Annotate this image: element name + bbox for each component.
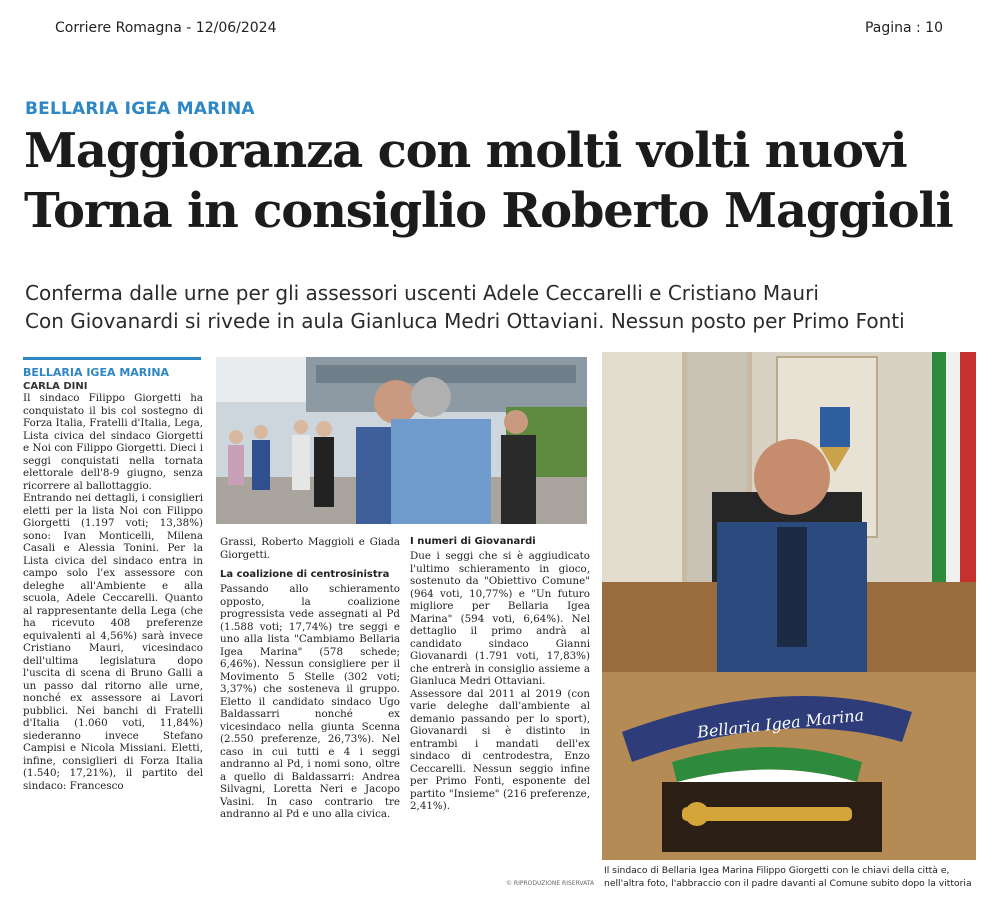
subheading: La coalizione di centrosinistra [220, 569, 390, 580]
caption-line-1: Il sindaco di Bellaria Igea Marina Filippo Giorgetti con le chiavi della città e, [604, 865, 950, 876]
sash-text: Bellaria Igea Marina [696, 705, 865, 742]
article-column-3 [410, 536, 590, 813]
reproduction-notice: © RIPRODUZIONE RISERVATA [506, 880, 595, 887]
headline [24, 121, 984, 241]
kicker: BELLARIA IGEA MARINA [23, 366, 170, 379]
paragraph: Grassi, Roberto Maggioli e Giada Giorgetti. [220, 536, 400, 561]
page-header [0, 0, 1000, 58]
mayor-photo-image [602, 352, 976, 860]
photo-caption [604, 864, 976, 890]
article-column-2 [220, 536, 400, 821]
byline: CARLA DINI [23, 381, 88, 392]
caption-line-2: nell'altra foto, l'abbraccio con il padre davanti al Comune subito dopo la vittoria [604, 878, 972, 889]
paragraph: Due i seggi che si è aggiudicato l'ultimo schieramento in gioco, sostenuto da "Obiettivo Comune" (964 voti, 10,77%) e "Un futuro migliore per Bellaria Igea Marina" (594 voti, 6,64%). Nel dettaglio il primo andrà al candidato sindaco Gianni Giovanardi (1.791 voti, 17,83%) che entrerà in consiglio assieme a Gianluca Medri Ottaviani. [410, 550, 590, 687]
embrace-photo-image [216, 357, 587, 524]
column-rule [23, 357, 201, 360]
source-date: Corriere Romagna - 12/06/2024 [55, 20, 277, 36]
paragraph: Il sindaco Filippo Giorgetti ha conquistato il bis col sostegno di Forza Italia, Fratelli d'Italia, Lega, Lista civica del sindaco Giorgetti e Noi con Filippo Giorgetti. Dieci i seggi conquistati nella tornata elettorale dell'8-9 giugno, senza ricorrere al ballottaggio. [23, 392, 203, 492]
headline-line-1: Maggioranza con molti volti nuovi [24, 123, 907, 179]
subheadline [25, 279, 985, 335]
paragraph: Entrando nei dettagli, i consiglieri eletti per la lista Noi con Filippo Giorgetti (1.197 voti; 13,38%) sono: Ivan Monticelli, Milena Casali e Alessia Tonini. Per la Lista civica del sindaco entra in campo solo l'ex assessore con deleghe all'Ambiente e alla scuola, Adele Ceccarelli. Quanto al rappresentante della Lega (che ha ricevuto 408 preferenze equivalenti al 4,56%) sarà invece Cristiano Mauri, vicesindaco dell'ultima legislatura dopo l'uscita di scena di Bruno Galli a un passo dal ritorno alle urne, nonché ex assessore ai Lavori pubblici. Nei banchi di Fratelli d'Italia (1.060 voti, 11,84%) siederanno invece Stefano Campisi e Nicola Missiani. Eletti, infine, consiglieri di Forza Italia (1.540; 17,21%), il partito del sindaco: Francesco [23, 492, 203, 792]
subhead-line-2: Con Giovanardi si rivede in aula Gianluca Medri Ottaviani. Nessun posto per Primo Fonti [25, 309, 905, 333]
paragraph: Passando allo schieramento opposto, la coalizione progressista vede assegnati al Pd (1.588 voti; 17,74%) tre seggi e uno alla lista "Cambiamo Bellaria Igea Marina" (578 schede; 6,46%). Nessun consigliere per il Movimento 5 Stelle (302 voti; 3,37%) che sosteneva il gruppo. Eletto il candidato sindaco Ugo Baldassarri nonché ex vicesindaco nella giunta Scenna (2.550 preferenze, 26,73%). Nel caso in cui tutti e 4 i seggi andranno al Pd, i nomi sono, oltre a quello di Baldassarri: Andrea Silvagni, Loretta Neri e Jacopo Vasini. In caso contrario tre andranno al Pd e uno alla civica. [220, 583, 400, 820]
embrace-photo [216, 357, 587, 524]
subhead-line-1: Conferma dalle urne per gli assessori uscenti Adele Ceccarelli e Cristiano Mauri [25, 281, 819, 305]
mayor-photo [602, 352, 976, 860]
headline-line-2: Torna in consiglio Roberto Maggioli [24, 183, 953, 239]
subheading: I numeri di Giovanardi [410, 536, 536, 547]
paragraph: Assessore dal 2011 al 2019 (con varie deleghe dall'ambiente al demanio passando per lo sport), Giovanardi si è distinto in entrambi i mandati dell'ex sindaco di centrodestra, Enzo Ceccarelli. Nessun seggio infine per Primo Fonti, esponente del partito "Insieme" (216 preferenze, 2,41%). [410, 687, 590, 812]
page-number: Pagina : 10 [864, 20, 943, 36]
section-label: BELLARIA IGEA MARINA [25, 99, 255, 119]
article-column-1 [23, 366, 203, 792]
